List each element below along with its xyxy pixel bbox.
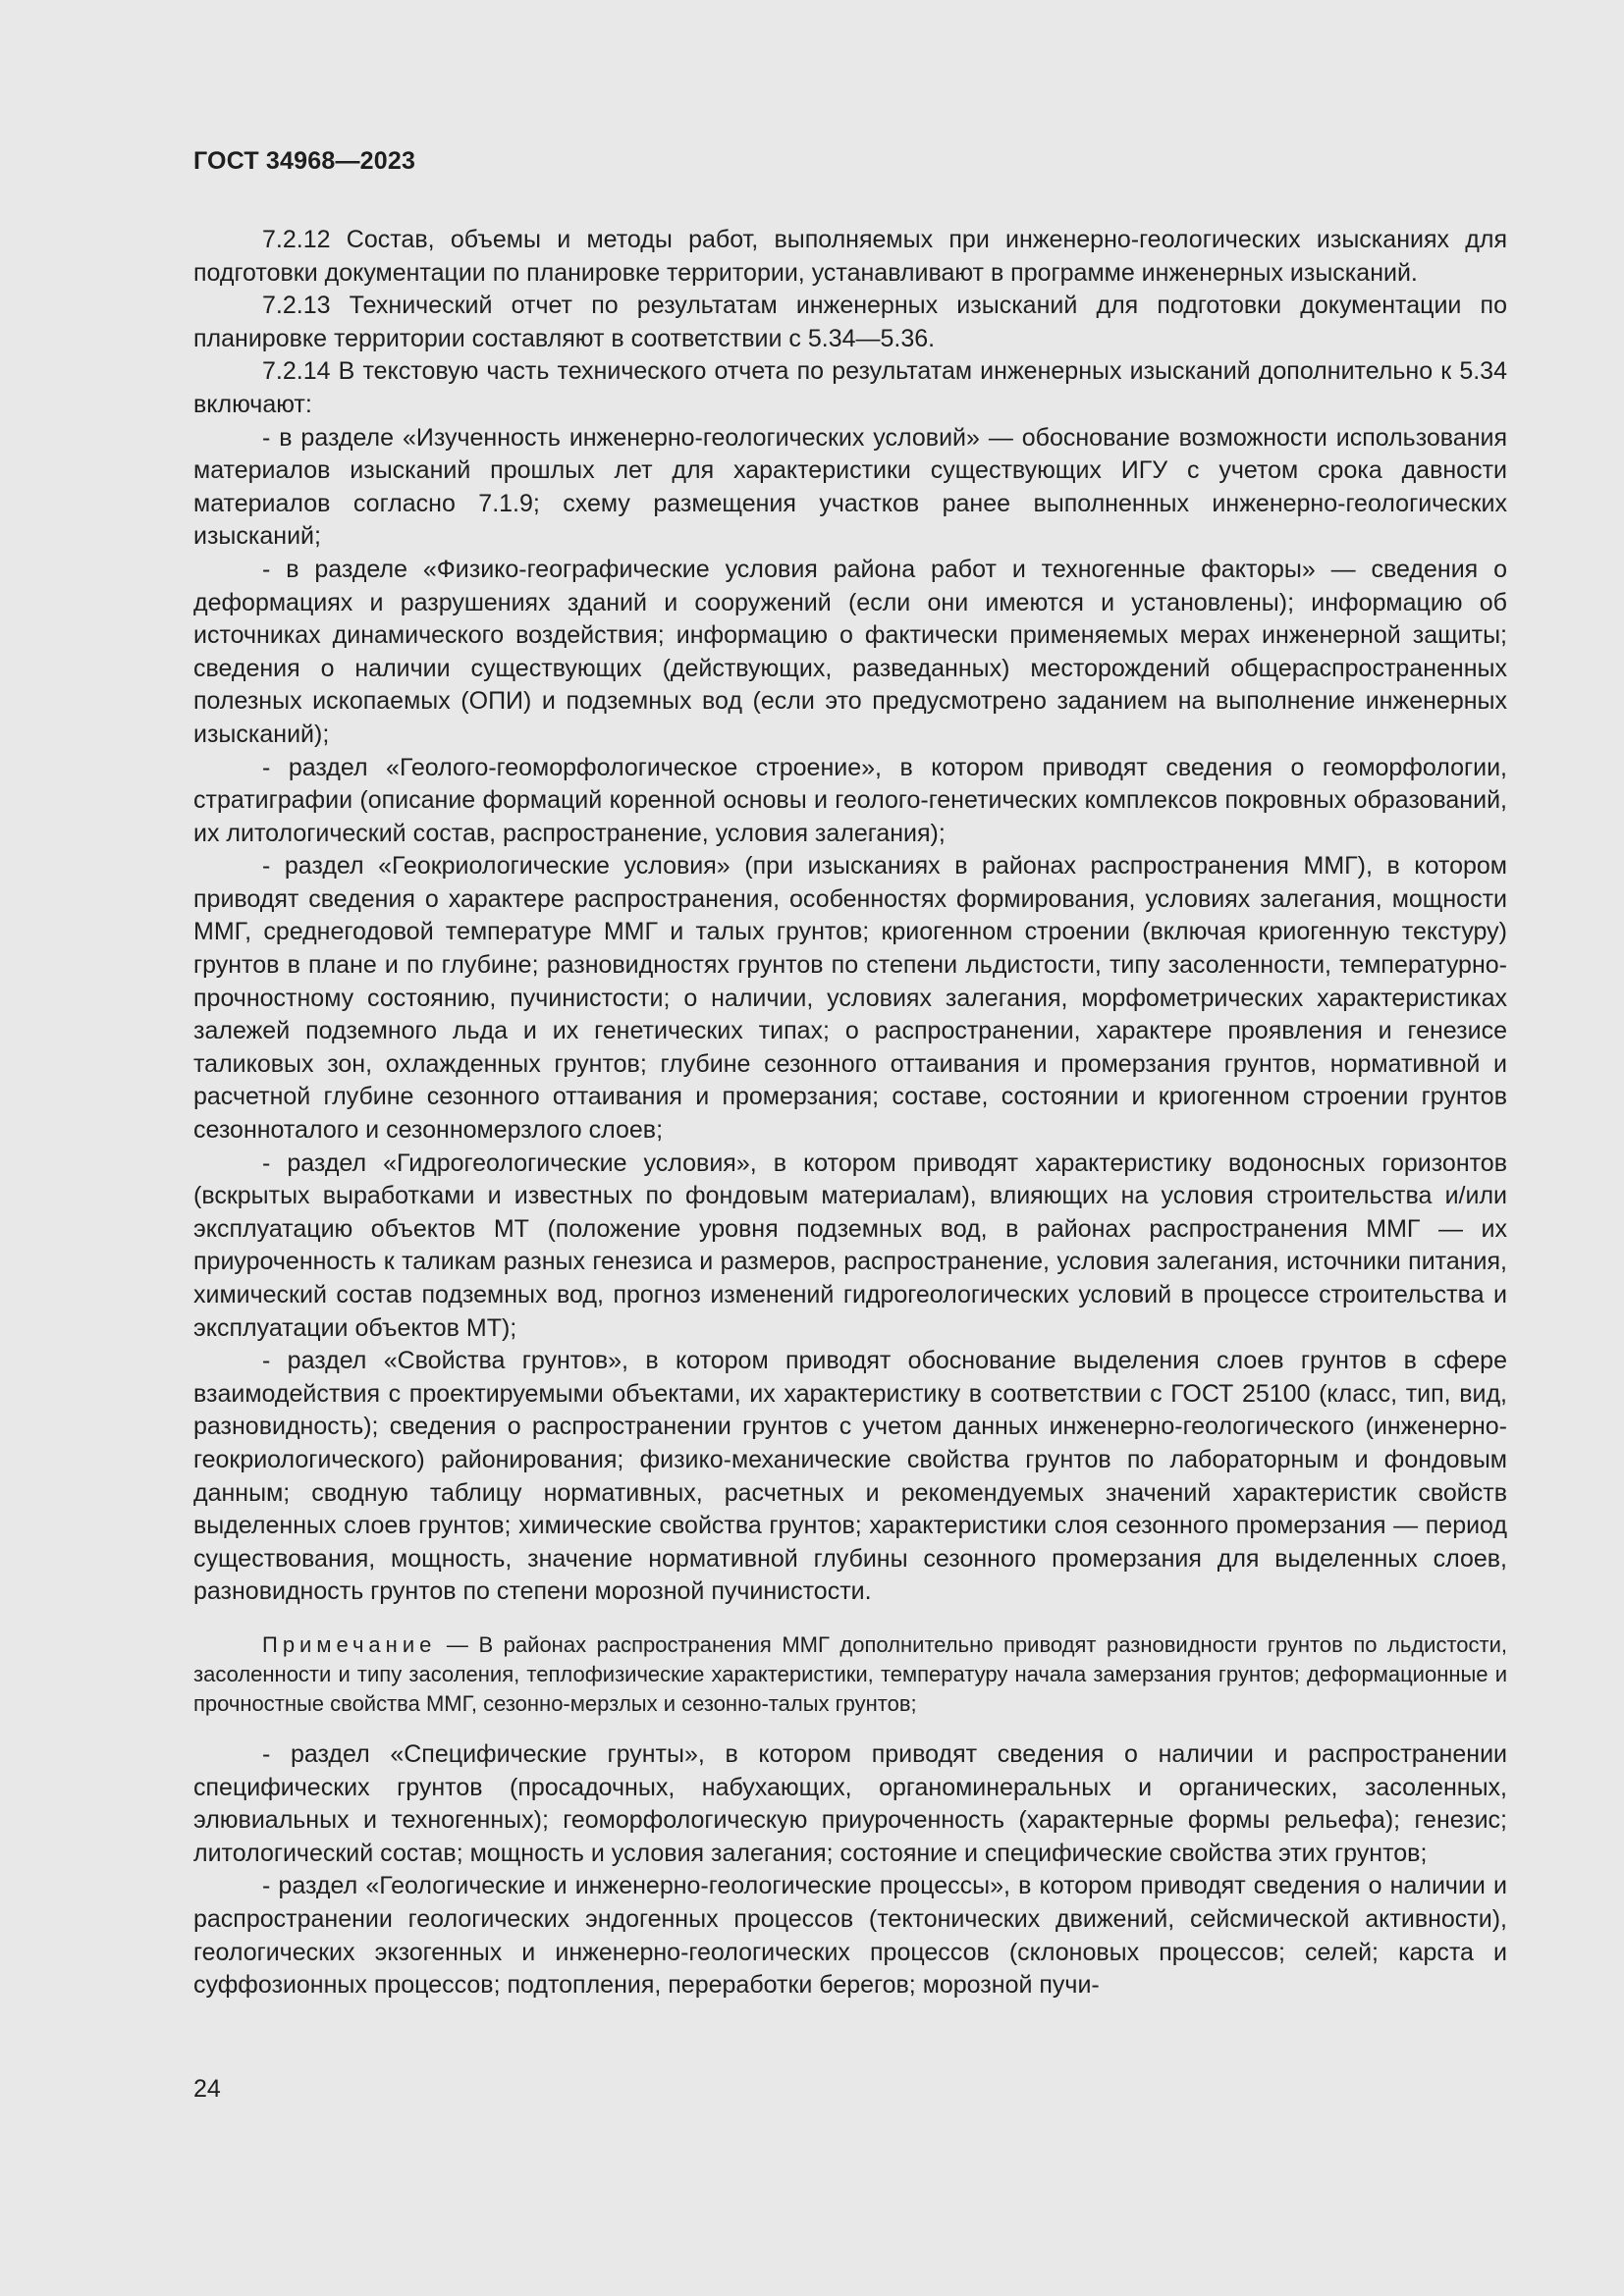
paragraph-7-2-12: 7.2.12 Состав, объемы и методы работ, выполняемых при инженерно-геологических изысканиях для подготовки документации по планировке территории, устанавливают в программе инженерных изысканий. <box>193 226 1507 287</box>
list-item-study-history: - в разделе «Изученность инженерно-геологических условий» — обоснование возможности использования материалов изысканий прошлых лет для характеристики существующих ИГУ с учетом срока давности материалов согласно 7.1.9; схему размещения участков ранее выполненных инженерно-геологических изысканий; <box>193 423 1507 551</box>
paragraph-7-2-14: 7.2.14 В текстовую часть технического отчета по результатам инженерных изысканий дополнительно к 5.34 включают: <box>193 357 1507 418</box>
note-label: Примечание <box>262 1631 437 1657</box>
list-item-soil-properties: - раздел «Свойства грунтов», в котором приводят обоснование выделения слоев грунтов в сфере взаимодействия с проектируемыми объектами, их характеристику в соответствии с ГОСТ 25100 (класс, тип, вид, разновидность); сведения о распространении грунтов с учетом данных инженерно-геологического (инженерно-геокриологического) районирования; физико-механические свойства грунтов по лабораторным и фондовым данным; сводную таблицу нормативных, расчетных и рекомендуемых значений характеристик свойств выделенных слоев грунтов; химические свойства грунтов; характеристики слоя сезонного промерзания — период существования, мощность, значение нормативной глубины сезонного промерзания для выделенных слоев, разновидность грунтов по степени морозной пучинистости. <box>193 1347 1507 1606</box>
note-text: — В районах распространения ММГ дополнительно приводят разновидности грунтов по льдистости, засоленности и типу засоления, теплофизические характеристики, температуру начала замерзания грунтов; деформационные и прочностные свойства ММГ, сезонно-мерзлых и сезонно-талых грунтов; <box>193 1631 1507 1716</box>
paragraph-7-2-13: 7.2.13 Технический отчет по результатам инженерных изысканий для подготовки документации по планировке территории составляют в соответствии с 5.34—5.36. <box>193 292 1507 352</box>
document-body <box>193 224 1507 2002</box>
standard-header: ГОСТ 34968—2023 <box>193 147 416 175</box>
page-number: 24 <box>193 2075 221 2103</box>
list-item-geomorphology: - раздел «Геолого-геоморфологическое строение», в котором приводят сведения о геоморфологии, стратиграфии (описание формаций коренной основы и геолого-генетических комплексов покровных образований, их литологический состав, распространение, условия залегания); <box>193 753 1507 847</box>
list-item-geocryology: - раздел «Геокриологические условия» (при изысканиях в районах распространения ММГ), в котором приводят сведения о характере распространения, особенностях формирования, условиях залегания, мощности ММГ, среднегодовой температуре ММГ и талых грунтов; криогенном строении (включая криогенную текстуру) грунтов в плане и по глубине; разновидностях грунтов по степени льдистости, типу засоленности, температурно-прочностному состоянию, пучинистости; о наличии, условиях залегания, морфометрических характеристиках залежей подземного льда и их генетических типах; о распространении, характере проявления и генезисе таликовых зон, охлажденных грунтов; глубине сезонного оттаивания и промерзания грунтов, нормативной и расчетной глубине сезонного оттаивания и промерзания; составе, состоянии и криогенном строении грунтов сезонноталого и сезонномерзлого слоев; <box>193 852 1507 1145</box>
note <box>193 1630 1507 1719</box>
list-item-hydrogeology: - раздел «Гидрогеологические условия», в котором приводят характеристику водоносных горизонтов (вскрытых выработками и известных по фондовым материалам), влияющих на условия строительства и/или эксплуатацию объектов МТ (положение уровня подземных вод, в районах распространения ММГ — их приуроченность к таликам разных генезиса и размеров, распространение, условия залегания, источники питания, химический состав подземных вод, прогноз изменений гидрогеологических условий в процессе строительства и эксплуатации объектов МТ); <box>193 1148 1507 1342</box>
list-item-specific-soils: - раздел «Специфические грунты», в котором приводят сведения о наличии и распространении специфических грунтов (просадочных, набухающих, органоминеральных и органических, засоленных, элювиальных и техногенных); геоморфологическую приуроченность (характерные формы рельефа); генезис; литологический состав; мощность и условия залегания; состояние и специфические свойства этих грунтов; <box>193 1739 1507 1867</box>
list-item-physical-geography: - в разделе «Физико-географические условия района работ и техногенные факторы» — сведения о деформациях и разрушениях зданий и сооружений (если они имеются и установлены); информацию об источниках динамического воздействия; информацию о фактически применяемых мерах инженерной защиты; сведения о наличии существующих (действующих, разведанных) месторождений общераспространенных полезных ископаемых (ОПИ) и подземных вод (если это предусмотрено заданием на выполнение инженерных изысканий); <box>193 555 1507 748</box>
list-item-geological-processes: - раздел «Геологические и инженерно-геологические процессы», в котором приводят сведения о наличии и распространении геологических эндогенных процессов (тектонических движений, сейсмической активности), геологических экзогенных и инженерно-геологических процессов (склоновых процессов; селей; карста и суффозионных процессов; подтопления, переработки берегов; морозной пучи- <box>193 1872 1507 2000</box>
